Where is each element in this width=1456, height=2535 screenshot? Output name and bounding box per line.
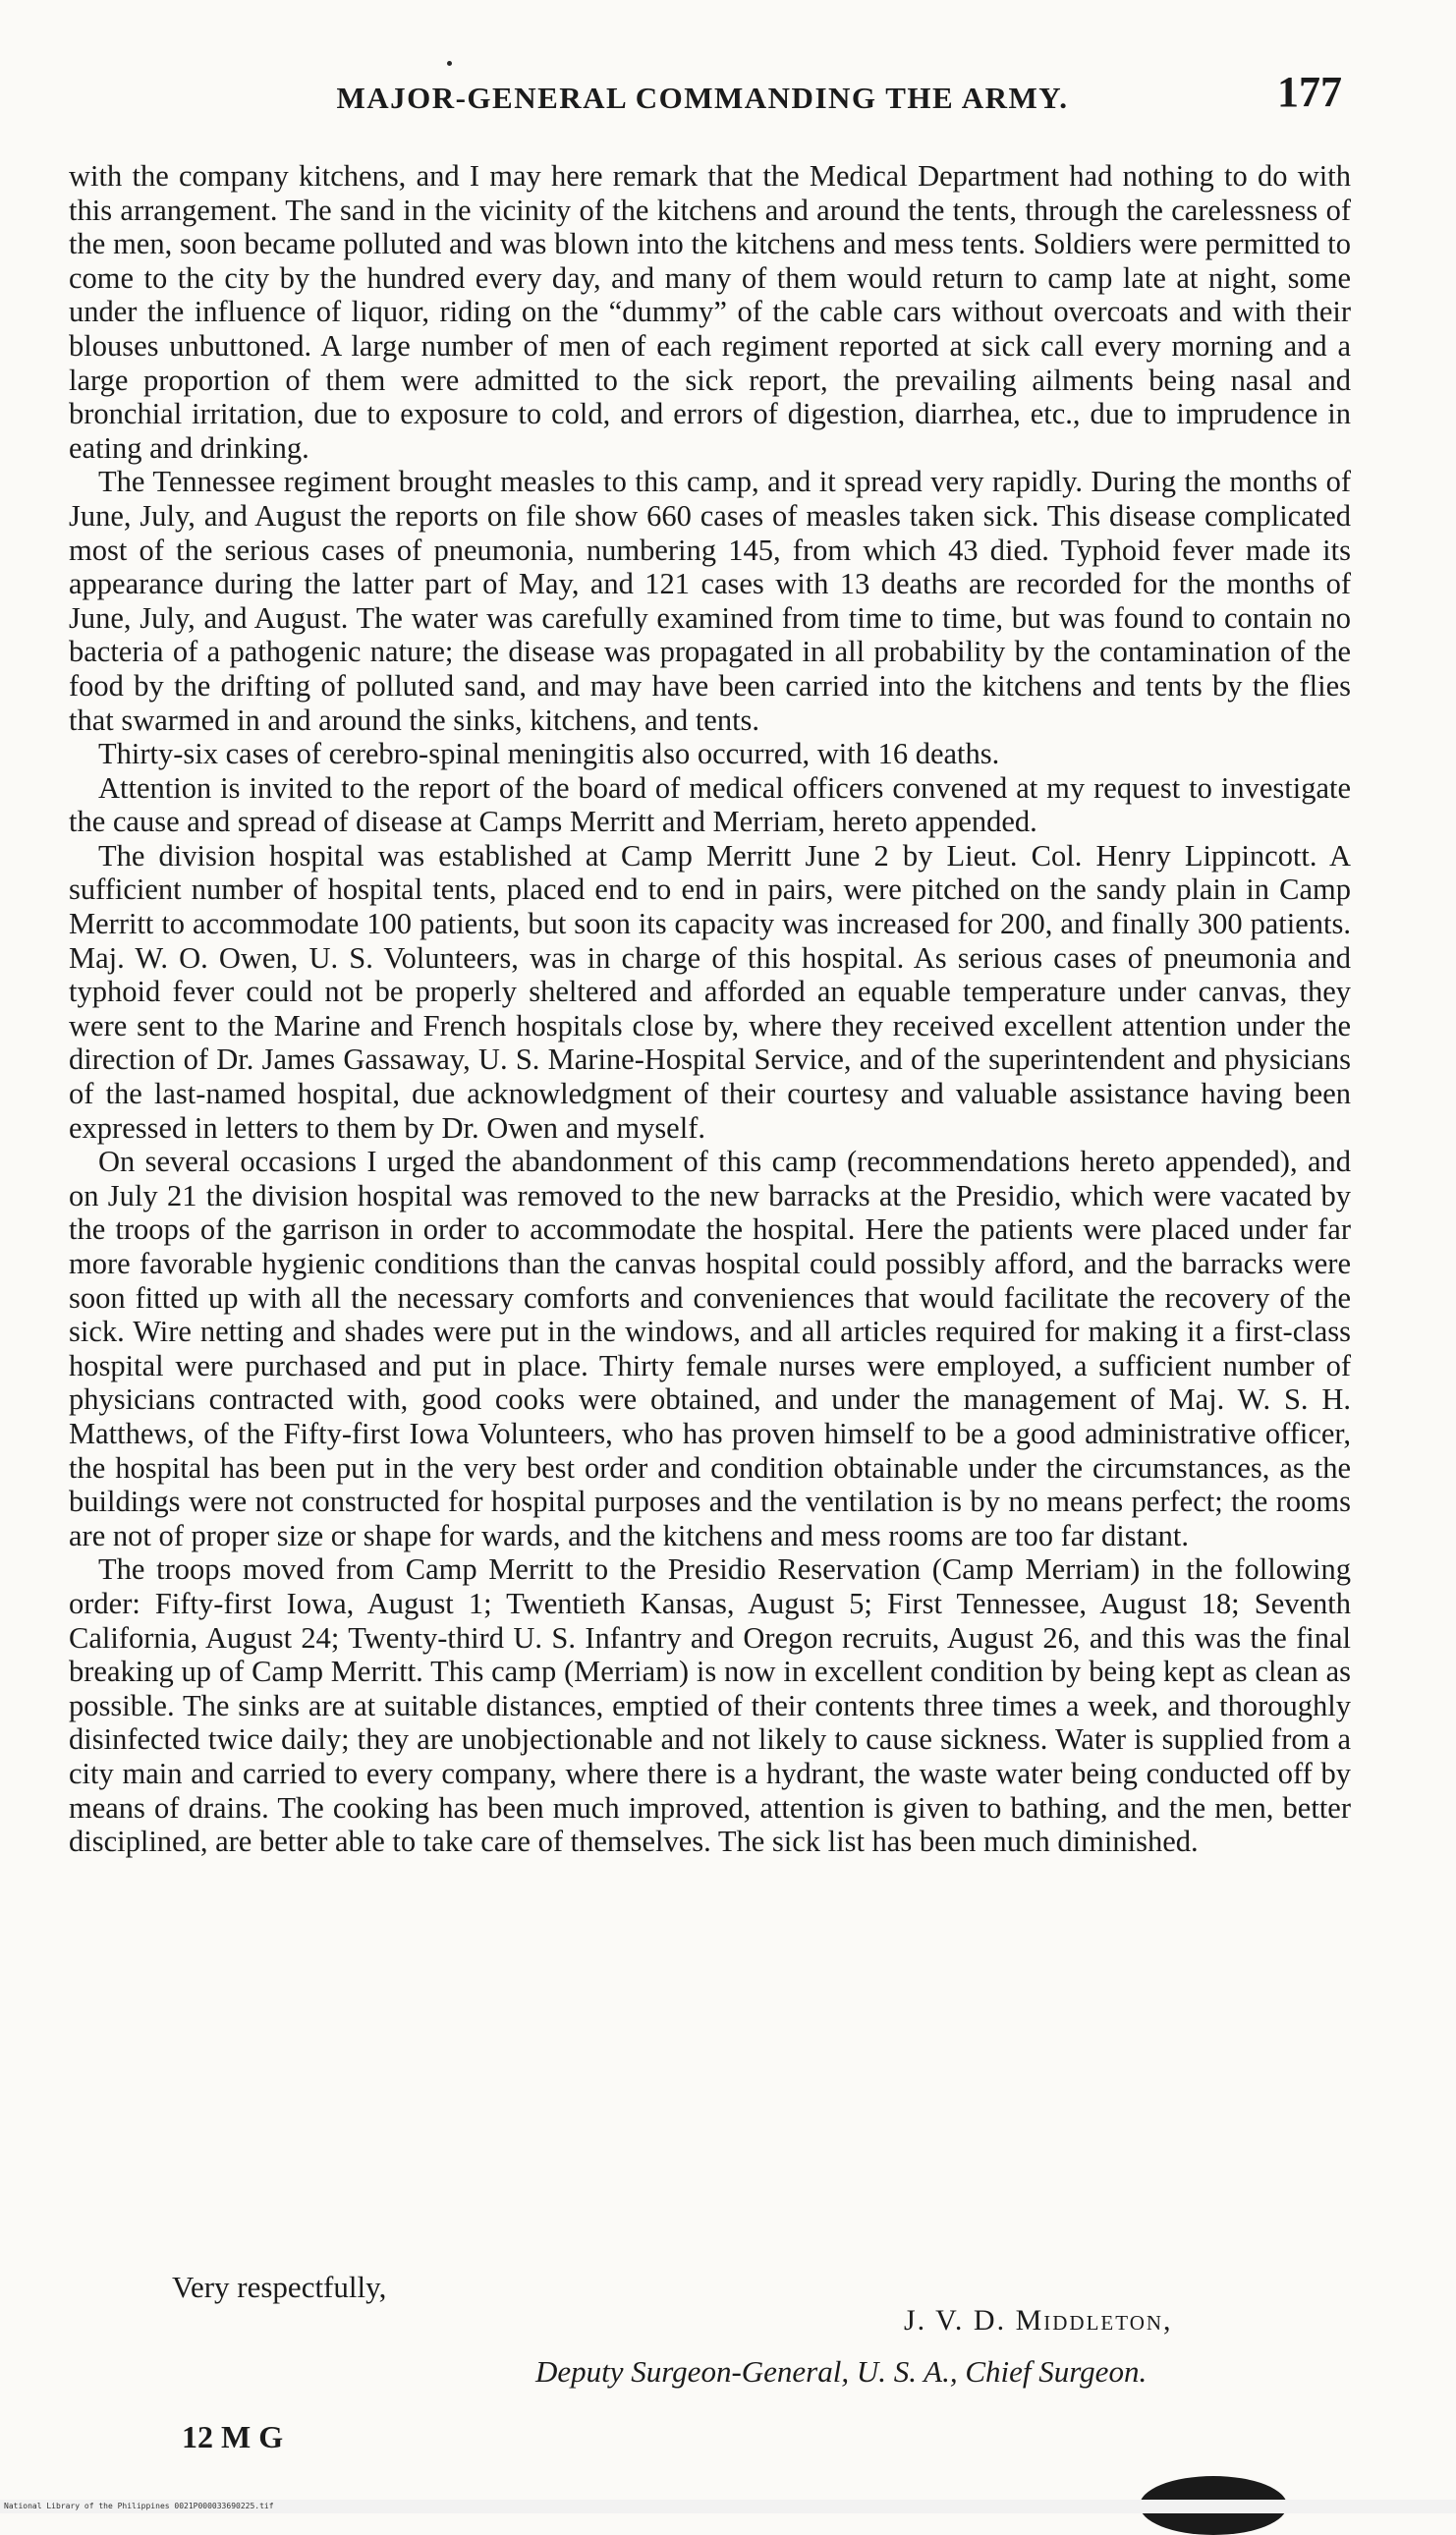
signature-mark: 12 M G	[182, 2419, 284, 2454]
scan-caption: National Library of the Philippines 0021P000033690225.tif	[4, 2502, 274, 2510]
scan-footer	[0, 2500, 1456, 2513]
paragraph-4: Attention is invited to the report of the board of medical officers convened at my request to investigate the cause and spread of disease at Camps Merritt and Merriam, hereto appended.	[69, 770, 1351, 839]
body-text	[69, 159, 1351, 1859]
paragraph-6: On several occasions I urged the abandonment of this camp (recommendations hereto appended), and on July 21 the division hospital was removed to the new barracks at the Presidio, which were vacated by the troops of the garrison in order to accommodate the hospital. Here the patients were placed under far more favorable hygienic conditions than the canvas hospital could possibly afford, and the barracks were soon fitted up with all the necessary comforts and conveniences that would facilitate the recovery of the sick. Wire netting and shades were put in the windows, and all articles required for making it a first-class hospital were purchased and put in place. Thirty female nurses were employed, a sufficient number of physicians contracted with, good cooks were obtained, and under the management of Maj. W. S. H. Matthews, of the Fifty-first Iowa Volunteers, who has proven himself to be a good administrative officer, the hospital has been put in the very best order and condition obtainable under the circumstances, as the buildings were not constructed for hospital purposes and the ventilation is by no means perfect; the rooms are not of proper size or shape for wards, and the kitchens and mess rooms are too far distant.	[69, 1145, 1351, 1552]
paragraph-1: with the company kitchens, and I may here remark that the Medical Department had nothing to do with this arrangement. The sand in the vicinity of the kitchens and around the tents, through the carelessness of the men, soon became polluted and was blown into the kitchens and mess tents. Soldiers were permitted to come to the city by the hundred every day, and many of them would return to camp late at night, some under the influence of liquor, riding on the “dummy” of the cable cars without overcoats and with their blouses unbuttoned. A large number of men of each regiment reported at sick call every morning and a large proportion of them were admitted to the sick report, the prevailing ailments being nasal and bronchial irritation, due to exposure to cold, and errors of digestion, diarrhea, etc., due to imprudence in eating and drinking.	[69, 159, 1351, 465]
paragraph-3: Thirty-six cases of cerebro-spinal meningitis also occurred, with 16 deaths.	[98, 737, 1000, 771]
paragraph-7: The troops moved from Camp Merritt to the Presidio Reservation (Camp Merriam) in the following order: Fifty-first Iowa, August 1; Twentieth Kansas, August 5; First Tennessee, August 18; Seventh California, August 24; Twenty-third U. S. Infantry and Oregon recruits, August 26, and this was the final breaking up of Camp Merritt. This camp (Merriam) is now in excellent condition by being kept as clean as possible. The sinks are at suitable distances, emptied of their contents three times a week, and thoroughly disinfected twice daily; they are unobjectionable and not likely to cause sickness. Water is supplied from a city main and carried to every company, where there is a hydrant, the waste water being conducted off by means of drains. The cooking has been much improved, attention is given to bathing, and the men, better disciplined, are better able to take care of themselves. The sick list has been much diminished.	[69, 1552, 1351, 1859]
page-number: 177	[1277, 68, 1342, 116]
signer-name: J. V. D. Middleton,	[904, 2304, 1173, 2337]
paragraph-2: The Tennessee regiment brought measles to this camp, and it spread very rapidly. During the months of June, July, and August the reports on file show 660 cases of measles taken sick. This disease complicated most of the serious cases of pneumonia, numbering 145, from which 43 died. Typhoid fever made its appearance during the latter part of May, and 121 cases with 13 deaths are recorded for the months of June, July, and August. The water was carefully examined from time to time, but was found to contain no bacteria of a pathogenic nature; the disease was propagated in all probability by the contamination of the food by the drifting of polluted sand, and may have been carried into the kitchens and tents by the flies that swarmed in and around the sinks, kitchens, and tents.	[69, 465, 1351, 737]
paragraph-5: The division hospital was established at Camp Merritt June 2 by Lieut. Col. Henry Lippincott. A sufficient number of hospital tents, placed end to end in pairs, were pitched on the sandy plain in Camp Merritt to accommodate 100 patients, but soon its capacity was increased for 200, and finally 300 patients. Maj. W. O. Owen, U. S. Volunteers, was in charge of this hospital. As serious cases of pneumonia and typhoid fever could not be properly sheltered and afforded an equable temperature under canvas, they were sent to the Marine and French hospitals close by, where they received excellent attention under the direction of Dr. James Gassaway, U. S. Marine-Hospital Service, and of the superintendent and physicians of the last-named hospital, due acknowledgment of their courtesy and valuable assistance having been expressed in letters to them by Dr. Owen and myself.	[69, 838, 1351, 1145]
signer-title: Deputy Surgeon-General, U. S. A., Chief Surgeon.	[535, 2354, 1148, 2389]
scan-speck	[447, 61, 452, 66]
closing-salutation: Very respectfully,	[172, 2270, 387, 2304]
running-title: MAJOR-GENERAL COMMANDING THE ARMY.	[336, 81, 1069, 115]
